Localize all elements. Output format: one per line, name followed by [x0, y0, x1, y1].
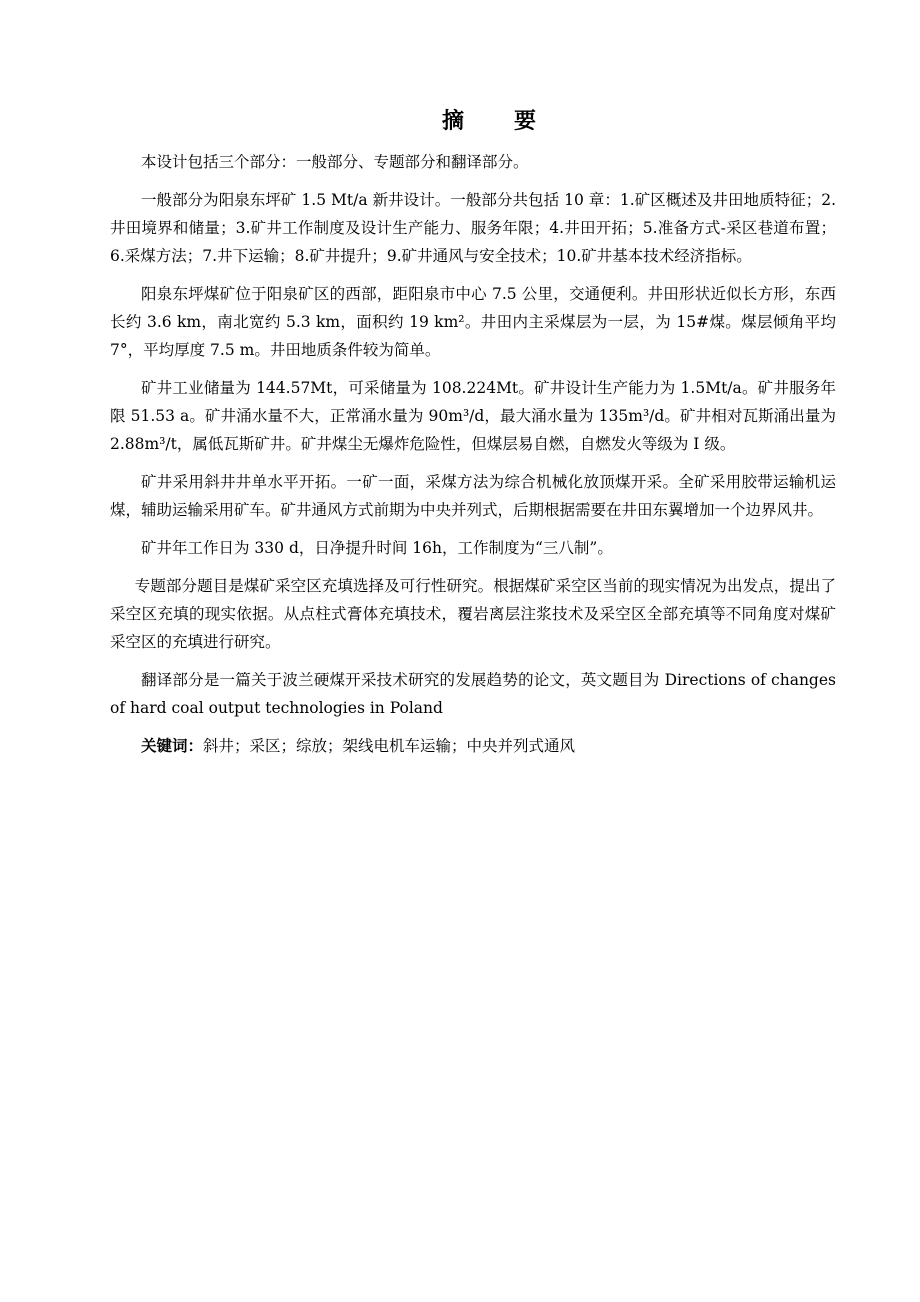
paragraph-development: 矿井采用斜井井单水平开拓。一矿一面，采煤方法为综合机械化放顶煤开采。全矿采用胶带运输机运煤，辅助运输采用矿车。矿井通风方式前期为中央并列式，后期根据需要在井田东翼增加一个边界风井。	[110, 473, 836, 519]
keywords-label: 关键词：	[141, 737, 204, 755]
paragraph-overview: 本设计包括三个部分：一般部分、专题部分和翻译部分。	[141, 153, 529, 171]
paragraph-general-part: 一般部分为阳泉东坪矿 1.5 Mt/a 新井设计。一般部分共包括 10 章：1.矿区概述及井田地质特征；2.井田境界和储量；3.矿井工作制度及设计生产能力、服务年限；4.井田开拓；5.准备方式-采区巷道布置；6.采煤方法；7.井下运输；8.矿井提升；9.矿井通风与安全技术；10.矿井基本技术经济指标。	[110, 191, 836, 265]
keywords-text: 斜井；采区；综放；架线电机车运输；中央并列式通风	[203, 737, 576, 755]
keywords-line	[110, 732, 836, 760]
paragraph-mine-location: 阳泉东坪煤矿位于阳泉矿区的西部，距阳泉市中心 7.5 公里，交通便利。井田形状近似长方形，东西长约 3.6 km，南北宽约 5.3 km，面积约 19 km²。井田内主采煤层为一层，为 15#煤。煤层倾角平均 7°，平均厚度 7.5 m。井田地质条件较为简单。	[110, 285, 836, 359]
paragraph-reserves: 矿井工业储量为 144.57Mt，可采储量为 108.224Mt。矿井设计生产能力为 1.5Mt/a。矿井服务年限 51.53 a。矿井涌水量不大，正常涌水量为 90m³/d，最大涌水量为 135m³/d。矿井相对瓦斯涌出量为 2.88m³/t，属低瓦斯矿井。矿井煤尘无爆炸危险性，但煤层易自燃，自燃发火等级为 I 级。	[110, 379, 836, 453]
abstract-title: 摘 要	[441, 109, 550, 134]
paragraph-special-topic: 专题部分题目是煤矿采空区充填选择及可行性研究。根据煤矿采空区当前的现实情况为出发点，提出了采空区充填的现实依据。从点柱式膏体充填技术，覆岩离层注浆技术及采空区全部充填等不同角度对煤矿采空区的充填进行研究。	[110, 577, 836, 651]
abstract-body	[110, 148, 836, 760]
paragraph-work-schedule: 矿井年工作日为 330 d，日净提升时间 16h，工作制度为“三八制”。	[141, 539, 613, 557]
paragraph-translation: 翻译部分是一篇关于波兰硬煤开采技术研究的发展趋势的论文，英文题目为 Directions of changes of hard coal output technologies in Poland	[110, 671, 836, 717]
